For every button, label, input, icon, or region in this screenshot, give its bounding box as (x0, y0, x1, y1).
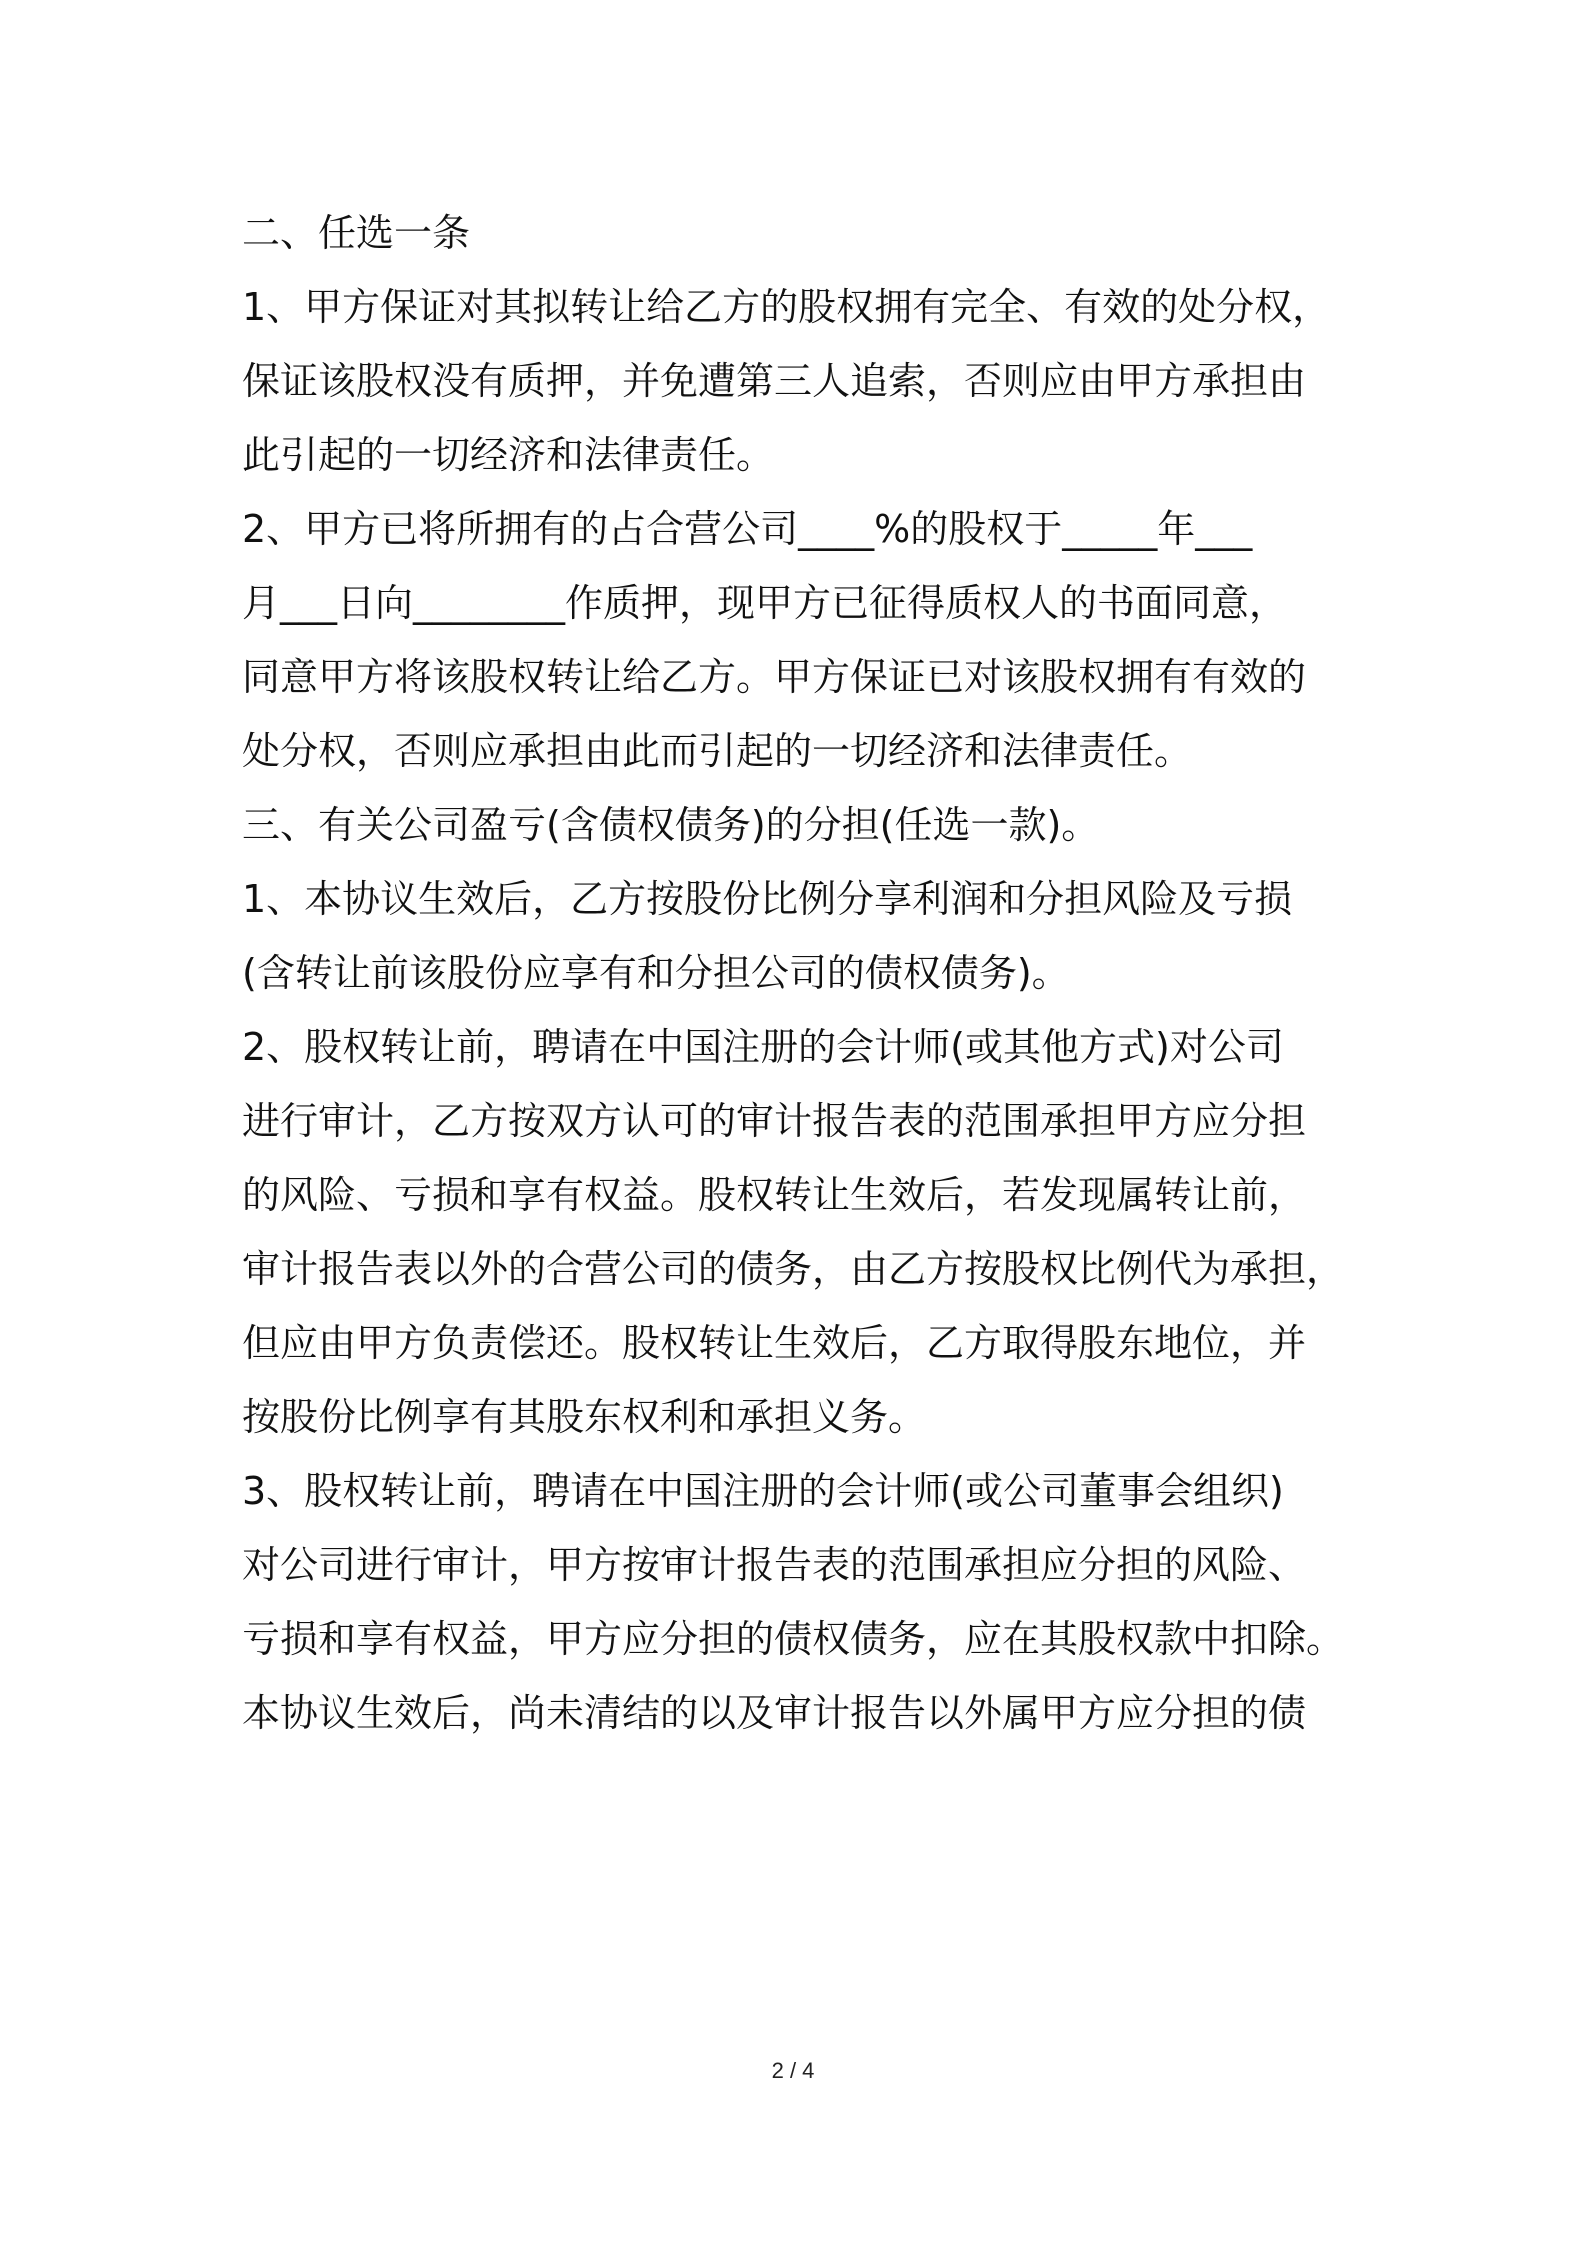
text-line: 1、本协议生效后，乙方按股份比例分享利润和分担风险及亏损 (242, 877, 1293, 921)
text-line: 此引起的一切经济和法律责任。 (242, 433, 775, 477)
section-heading: 三、有关公司盈亏(含债权债务)的分担(任选一款)。 (242, 803, 1100, 847)
text-line: 同意甲方将该股权转让给乙方。甲方保证已对该股权拥有有效的 (242, 655, 1307, 699)
text-line: 月___日向________作质押，现甲方已征得质权人的书面同意， (242, 581, 1288, 625)
text-line: 处分权，否则应承担由此而引起的一切经济和法律责任。 (242, 729, 1193, 773)
section-heading: 二、任选一条 (242, 211, 471, 255)
text-line: 审计报告表以外的合营公司的债务，由乙方按股权比例代为承担， (242, 1247, 1345, 1291)
text-line: 亏损和享有权益，甲方应分担的债权债务，应在其股权款中扣除。 (242, 1617, 1345, 1661)
text-line: 3、股权转让前，聘请在中国注册的会计师(或公司董事会组织) (242, 1469, 1284, 1513)
text-line: 进行审计，乙方按双方认可的审计报告表的范围承担甲方应分担 (242, 1099, 1307, 1143)
text-line: 按股份比例享有其股东权利和承担义务。 (242, 1395, 927, 1439)
text-line: 2、甲方已将所拥有的占合营公司____%的股权于_____年___ (242, 507, 1253, 551)
text-line: 保证该股权没有质押，并免遭第三人追索，否则应由甲方承担由 (242, 359, 1307, 403)
text-line: 对公司进行审计，甲方按审计报告表的范围承担应分担的风险、 (242, 1543, 1307, 1587)
text-line: (含转让前该股份应享有和分担公司的债权债务)。 (242, 951, 1070, 995)
text-line: 2、股权转让前，聘请在中国注册的会计师(或其他方式)对公司 (242, 1025, 1284, 1069)
page-number: 2 / 4 (771, 2058, 815, 2083)
text-line: 本协议生效后，尚未清结的以及审计报告以外属甲方应分担的债 (242, 1691, 1307, 1735)
text-line: 1、甲方保证对其拟转让给乙方的股权拥有完全、有效的处分权， (242, 285, 1331, 329)
document-body (242, 196, 1382, 1750)
text-line: 但应由甲方负责偿还。股权转让生效后，乙方取得股东地位，并 (242, 1321, 1307, 1365)
text-line: 的风险、亏损和享有权益。股权转让生效后，若发现属转让前， (242, 1173, 1307, 1217)
